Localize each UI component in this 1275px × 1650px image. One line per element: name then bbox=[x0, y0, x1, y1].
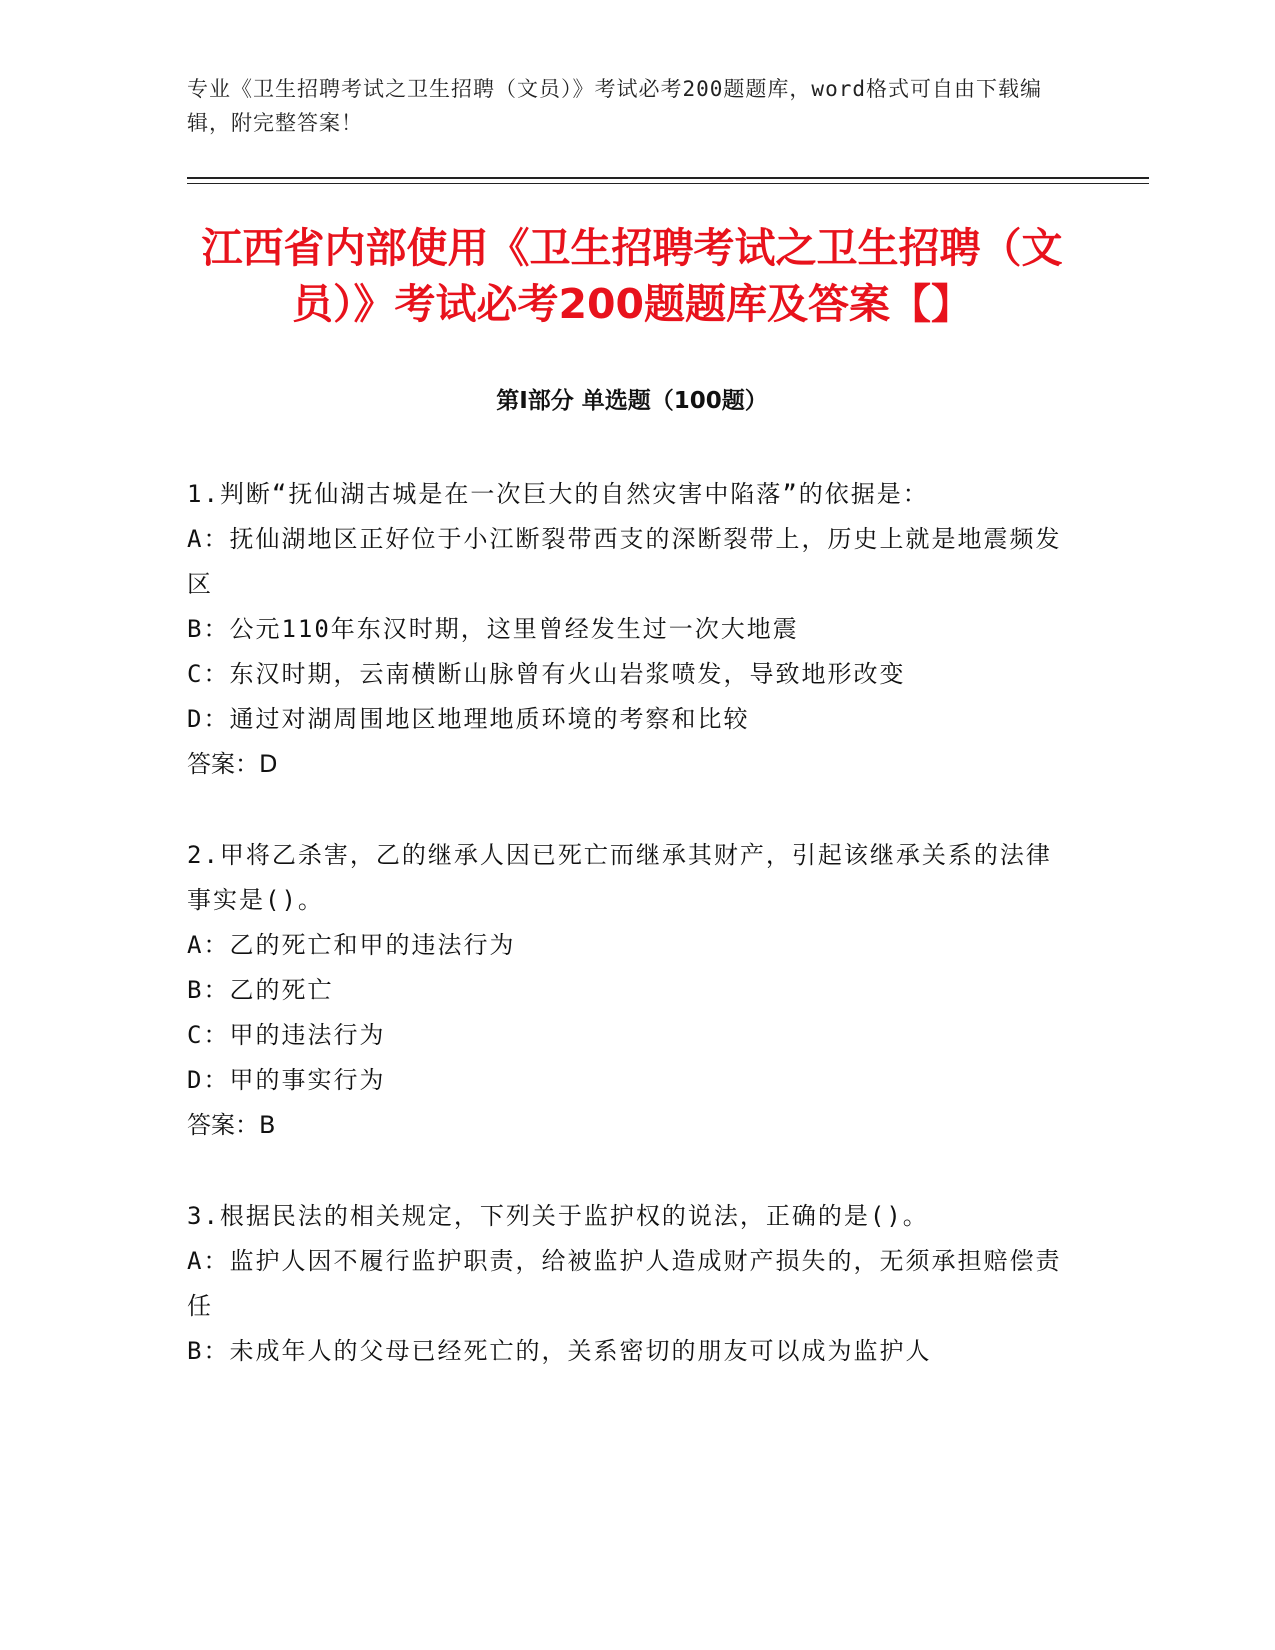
option-a: A：乙的死亡和甲的违法行为 bbox=[187, 931, 516, 959]
answer: 答案：B bbox=[187, 1111, 276, 1139]
question-list bbox=[187, 472, 1067, 1420]
option-b: B：乙的死亡 bbox=[187, 976, 334, 1004]
document-title: 江西省内部使用《卫生招聘考试之卫生招聘（文员）》考试必考200题题库及答案【】 bbox=[201, 224, 1063, 328]
option-a: A：抚仙湖地区正好位于小江断裂带西支的深断裂带上，历史上就是地震频发区 bbox=[187, 525, 1062, 598]
header-rule-thin bbox=[187, 183, 1149, 184]
option-b: B：公元110年东汉时期，这里曾经发生过一次大地震 bbox=[187, 615, 799, 643]
header-rule-thick bbox=[187, 177, 1149, 179]
option-c: C：东汉时期，云南横断山脉曾有火山岩浆喷发，导致地形改变 bbox=[187, 660, 906, 688]
option-b: B：未成年人的父母已经死亡的，关系密切的朋友可以成为监护人 bbox=[187, 1337, 932, 1365]
question-2 bbox=[187, 833, 1067, 1148]
option-a: A：监护人因不履行监护职责，给被监护人造成财产损失的，无须承担赔偿责任 bbox=[187, 1247, 1062, 1320]
question-1 bbox=[187, 472, 1067, 787]
answer: 答案：D bbox=[187, 750, 278, 778]
question-stem: 2.甲将乙杀害，乙的继承人因已死亡而继承其财产，引起该继承关系的法律事实是()。 bbox=[187, 841, 1052, 914]
option-c: C：甲的违法行为 bbox=[187, 1021, 386, 1049]
section-title: 第I部分 单选题（100题） bbox=[496, 388, 768, 414]
header-note: 专业《卫生招聘考试之卫生招聘（文员）》考试必考200题题库，word格式可自由下载编辑，附完整答案！ bbox=[187, 77, 1042, 135]
option-d: D：甲的事实行为 bbox=[187, 1066, 386, 1094]
question-stem: 3.根据民法的相关规定，下列关于监护权的说法，正确的是()。 bbox=[187, 1202, 929, 1230]
option-d: D：通过对湖周围地区地理地质环境的考察和比较 bbox=[187, 705, 750, 733]
question-stem: 1.判断“抚仙湖古城是在一次巨大的自然灾害中陷落”的依据是： bbox=[187, 480, 929, 508]
question-3 bbox=[187, 1194, 1067, 1374]
